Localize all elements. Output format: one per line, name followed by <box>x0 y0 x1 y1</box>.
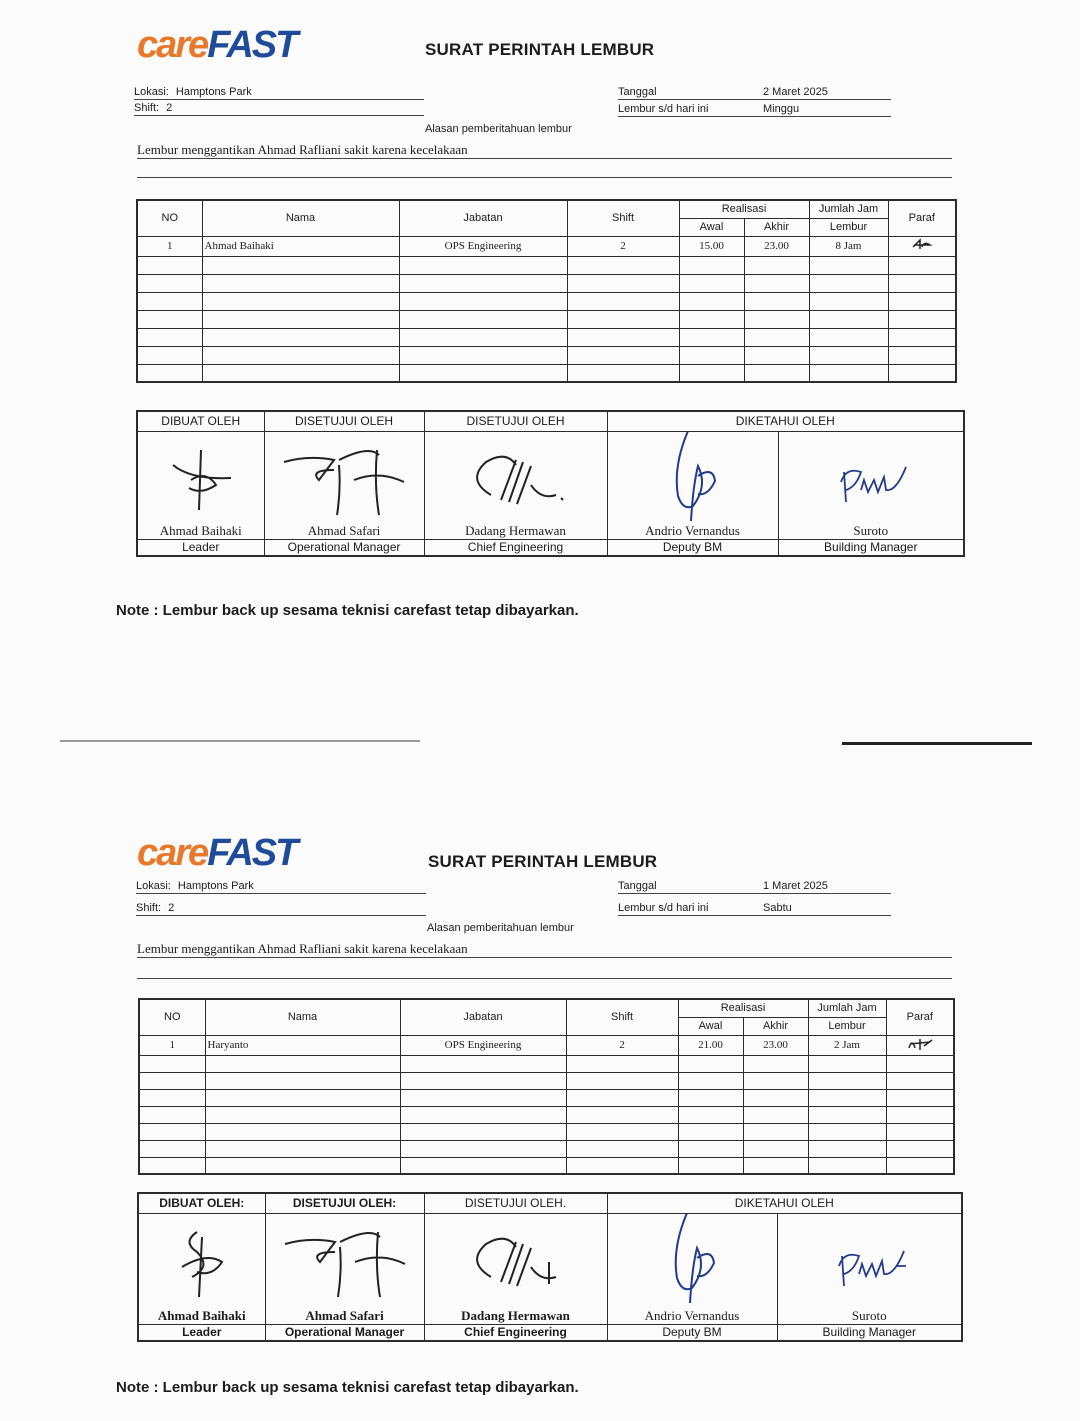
signer-role: Operational Manager <box>265 1324 424 1341</box>
signature-table <box>137 1192 963 1342</box>
signer-role: Leader <box>138 1324 265 1341</box>
diketahui-oleh-header: DIKETAHUI OLEH <box>607 411 964 431</box>
carefast-logo: careFAST <box>137 832 297 874</box>
signer-role: Operational Manager <box>264 539 424 556</box>
signer-role: Chief Engineering <box>424 1324 607 1341</box>
col-no: NO <box>139 999 205 1035</box>
signer-name: Ahmad Safari <box>305 1307 384 1323</box>
col-jumlah-jam: Jumlah Jam <box>809 200 888 218</box>
tanggal-value: 1 Maret 2025 <box>763 880 828 892</box>
table-row <box>139 1140 954 1157</box>
col-awal: Awal <box>679 218 744 236</box>
table-row <box>137 328 956 346</box>
alasan-text: Lembur menggantikan Ahmad Rafliani sakit karena kecelakaan <box>137 941 952 958</box>
payment-note: Note : Lembur back up sesama teknisi carefast tetap dibayarkan. <box>116 1379 579 1396</box>
lokasi-value: Hamptons Park <box>175 86 252 98</box>
table-row <box>139 1055 954 1072</box>
paraf-initial <box>888 236 956 256</box>
signer-name: Andrio Vernandus <box>644 1307 740 1323</box>
col-realisasi: Realisasi <box>678 999 808 1017</box>
disetujui-oleh-header: DISETUJUI OLEH <box>264 411 424 431</box>
col-akhir: Akhir <box>743 1017 808 1035</box>
diketahui-oleh-header: DIKETAHUI OLEH <box>607 1193 962 1213</box>
col-jabatan: Jabatan <box>400 999 566 1035</box>
tanggal-field: Tanggal 1 Maret 2025 <box>618 880 891 894</box>
signature-table <box>136 410 965 557</box>
signer-role: Building Manager <box>777 1324 962 1341</box>
page-divider <box>842 742 1032 745</box>
col-jumlah-jam: Jumlah Jam <box>808 999 886 1017</box>
signature-image <box>652 1213 732 1308</box>
table-row <box>139 1123 954 1140</box>
col-no: NO <box>137 200 202 236</box>
disetujui-oleh-header: DISETUJUI OLEH <box>424 411 607 431</box>
alasan-text: Lembur menggantikan Ahmad Rafliani sakit karena kecelakaan <box>137 142 952 159</box>
signature-image <box>161 440 241 520</box>
col-nama: Nama <box>205 999 400 1035</box>
page-divider <box>60 740 420 742</box>
signature-image <box>824 1236 914 1306</box>
col-awal: Awal <box>678 1017 743 1035</box>
shift-value: 2 <box>168 902 175 914</box>
table-row <box>139 1157 954 1174</box>
signer-name: Dadang Hermawan <box>461 1307 570 1323</box>
table-row <box>137 346 956 364</box>
col-akhir: Akhir <box>744 218 809 236</box>
col-shift: Shift <box>567 200 679 236</box>
tanggal-value: 2 Maret 2025 <box>763 86 828 98</box>
signature-image <box>826 452 916 522</box>
alasan-blank-line <box>137 978 952 979</box>
signer-name: Ahmad Baihaki <box>159 522 242 538</box>
col-lembur: Lembur <box>808 1017 886 1035</box>
signature-image <box>167 1222 237 1302</box>
shift-value: 2 <box>166 102 173 114</box>
alasan-blank-line <box>137 177 952 178</box>
signature-image <box>279 440 409 520</box>
col-jabatan: Jabatan <box>399 200 567 236</box>
dibuat-oleh-header: DIBUAT OLEH: <box>138 1193 265 1213</box>
table-row <box>137 274 956 292</box>
signer-name: Andrio Vernandus <box>645 522 740 538</box>
col-shift: Shift <box>566 999 678 1035</box>
shift-field: Shift: 2 <box>136 902 426 916</box>
table-row <box>137 256 956 274</box>
lembur-day-value: Sabtu <box>763 902 792 914</box>
table-row <box>137 310 956 328</box>
signature-image <box>461 1222 571 1302</box>
col-realisasi: Realisasi <box>679 200 809 218</box>
signer-role: Deputy BM <box>607 1324 777 1341</box>
signer-name: Suroto <box>853 522 889 538</box>
lembur-day-field: Lembur s/d hari ini Sabtu <box>618 902 891 916</box>
lokasi-field: Lokasi: Hamptons Park <box>136 880 426 894</box>
lokasi-field: Lokasi: Hamptons Park <box>134 86 424 100</box>
form-title: SURAT PERINTAH LEMBUR <box>425 40 655 59</box>
signer-name: Dadang Hermawan <box>465 522 566 538</box>
form-title: SURAT PERINTAH LEMBUR <box>428 852 658 871</box>
table-row <box>139 1106 954 1123</box>
lokasi-value: Hamptons Park <box>177 880 254 892</box>
table-row: 1 Ahmad Baihaki OPS Engineering 2 15.00 23.00 8 Jam <box>137 236 956 256</box>
signature-image <box>653 431 733 526</box>
disetujui-oleh-header: DISETUJUI OLEH. <box>424 1193 607 1213</box>
signer-role: Leader <box>137 539 264 556</box>
lembur-day-value: Minggu <box>763 103 800 115</box>
dibuat-oleh-header: DIBUAT OLEH <box>137 411 264 431</box>
signer-role: Chief Engineering <box>424 539 607 556</box>
col-nama: Nama <box>202 200 399 236</box>
lembur-day-field: Lembur s/d hari ini Minggu <box>618 103 891 117</box>
payment-note: Note : Lembur back up sesama teknisi carefast tetap dibayarkan. <box>116 602 579 619</box>
table-row <box>139 1072 954 1089</box>
signer-role: Building Manager <box>778 539 964 556</box>
tanggal-field: Tanggal 2 Maret 2025 <box>618 86 891 100</box>
signature-image <box>280 1222 410 1302</box>
shift-field: Shift: 2 <box>134 102 424 116</box>
table-row <box>137 364 956 382</box>
col-paraf: Paraf <box>888 200 956 236</box>
table-row <box>137 292 956 310</box>
table-row: 1 Haryanto OPS Engineering 2 21.00 23.00 2 Jam <box>139 1035 954 1055</box>
signer-role: Deputy BM <box>607 539 778 556</box>
signer-name: Suroto <box>851 1307 887 1323</box>
signer-name: Ahmad Baihaki <box>157 1307 246 1323</box>
disetujui-oleh-header: DISETUJUI OLEH: <box>265 1193 424 1213</box>
signature-image <box>461 440 571 520</box>
paraf-initial <box>886 1035 954 1055</box>
col-lembur: Lembur <box>809 218 888 236</box>
carefast-logo: careFAST <box>137 24 297 66</box>
overtime-table <box>138 998 955 1175</box>
alasan-label: Alasan pemberitahuan lembur <box>427 922 574 934</box>
col-paraf: Paraf <box>886 999 954 1035</box>
alasan-label: Alasan pemberitahuan lembur <box>425 123 572 135</box>
signer-name: Ahmad Safari <box>307 522 381 538</box>
table-row <box>139 1089 954 1106</box>
overtime-table <box>136 199 957 383</box>
